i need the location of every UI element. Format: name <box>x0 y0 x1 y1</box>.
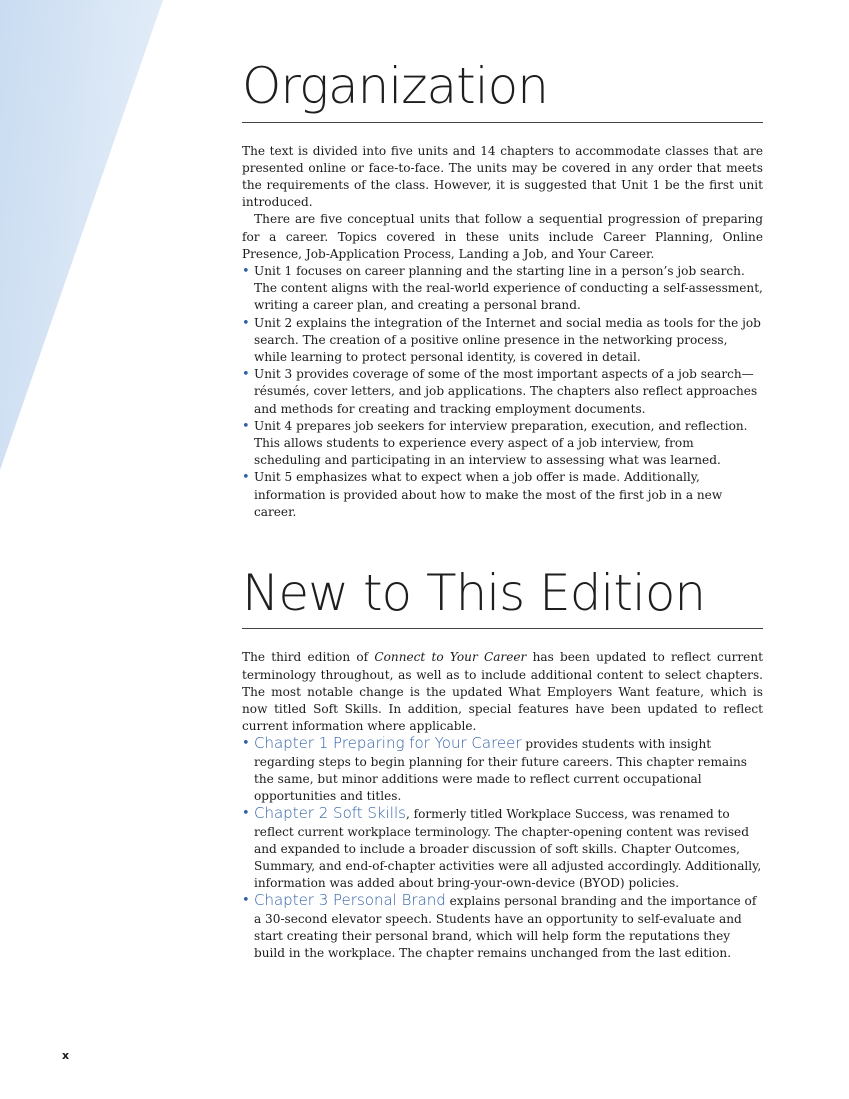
page-number: x <box>62 1049 70 1062</box>
decorative-sidebar-shape <box>0 0 170 470</box>
list-item-text: Unit 2 explains the integration of the Internet and social media as tools for the job search. The creation of a positive online presence in the networking process, while learning to protect personal identity, is covered in detail. <box>254 315 761 364</box>
new-edition-heading: New to This Edition <box>242 565 763 630</box>
organization-section <box>242 58 763 521</box>
list-item <box>242 892 763 962</box>
new-edition-section <box>242 565 763 962</box>
bullet-icon: • <box>242 470 250 486</box>
chapter-2-link[interactable]: Chapter 2 Soft Skills <box>254 804 406 823</box>
book-title: Connect to Your Career <box>374 650 527 665</box>
list-item-text: provides students with insight regarding steps to begin planning for their future careers. This chapter remains the same, but minor additions were made to reflect current occupational opportunities and titles. <box>254 737 747 804</box>
list-item <box>242 315 763 367</box>
bullet-icon: • <box>242 263 250 279</box>
list-item-text: , formerly titled Workplace Success, was renamed to reflect current workplace terminology. The chapter-opening content was revised and expanded to include a broader discussion of soft skills. Chapter Outcomes, Summary, and end-of-chapter activities were all adjusted accordingly. Additionally, information was added about bring-your-own-device (BYOD) policies. <box>254 807 762 891</box>
list-item <box>242 366 763 418</box>
bullet-icon: • <box>242 806 250 822</box>
list-item-text: Unit 5 emphasizes what to expect when a job offer is made. Additionally, information is provided about how to make the most of the first job in a new career. <box>254 470 723 519</box>
bullet-icon: • <box>242 418 250 434</box>
list-item-text: explains personal branding and the importance of a 30-second elevator speech. Students have an opportunity to self-evaluate and start creating their personal brand, which will help form the reputations they build in the workplace. The chapter remains unchanged from the last edition. <box>254 894 757 960</box>
list-item <box>242 735 763 805</box>
organization-paragraph-2: There are five conceptual units that follow a sequential progression of preparing for a career. Topics covered in these units include Career Planning, Online Presence, Job-Application Process, Landing a Job, and Your Career. <box>242 212 763 261</box>
list-item <box>242 263 763 315</box>
list-item <box>242 805 763 892</box>
intro-text-start: The third edition of <box>242 650 375 665</box>
new-edition-intro <box>242 649 763 735</box>
intro-text-end: has been updated to reflect current terminology throughout, as well as to include additional content to select chapters. The most notable change is the updated What Employers Want feature, which is now titled Soft Skills. In addition, special features have been updated to reflect current information where applicable. <box>242 650 763 734</box>
chapter-1-link[interactable]: Chapter 1 Preparing for Your Career <box>254 734 522 753</box>
list-item <box>242 469 763 521</box>
list-item-text: Unit 3 provides coverage of some of the most important aspects of a job search—résumés, cover letters, and job applications. The chapters also reflect approaches and methods for creating and tracking employment documents. <box>254 367 758 416</box>
list-item-text: Unit 4 prepares job seekers for interview preparation, execution, and reflection. This allows students to experience every aspect of a job interview, from scheduling and participating in an interview to assessing what was learned. <box>254 418 748 468</box>
page-content <box>242 58 763 962</box>
organization-paragraph-1: The text is divided into five units and 14 chapters to accommodate classes that are presented online or face-to-face. The units may be covered in any order that meets the requirements of the class. However, it is suggested that Unit 1 be the first unit introduced. <box>242 143 763 210</box>
organization-heading: Organization <box>242 58 763 123</box>
list-item-text: Unit 1 focuses on career planning and the starting line in a person’s job search. The content aligns with the real-world experience of conducting a self-assessment, writing a career plan, and creating a personal brand. <box>254 263 763 313</box>
chapters-list <box>242 735 763 962</box>
bullet-icon: • <box>242 367 250 383</box>
units-list <box>242 263 763 521</box>
chapter-3-link[interactable]: Chapter 3 Personal Brand <box>254 891 446 910</box>
bullet-icon: • <box>242 315 250 331</box>
bullet-icon: • <box>242 893 250 909</box>
bullet-icon: • <box>242 736 250 752</box>
list-item <box>242 418 763 470</box>
